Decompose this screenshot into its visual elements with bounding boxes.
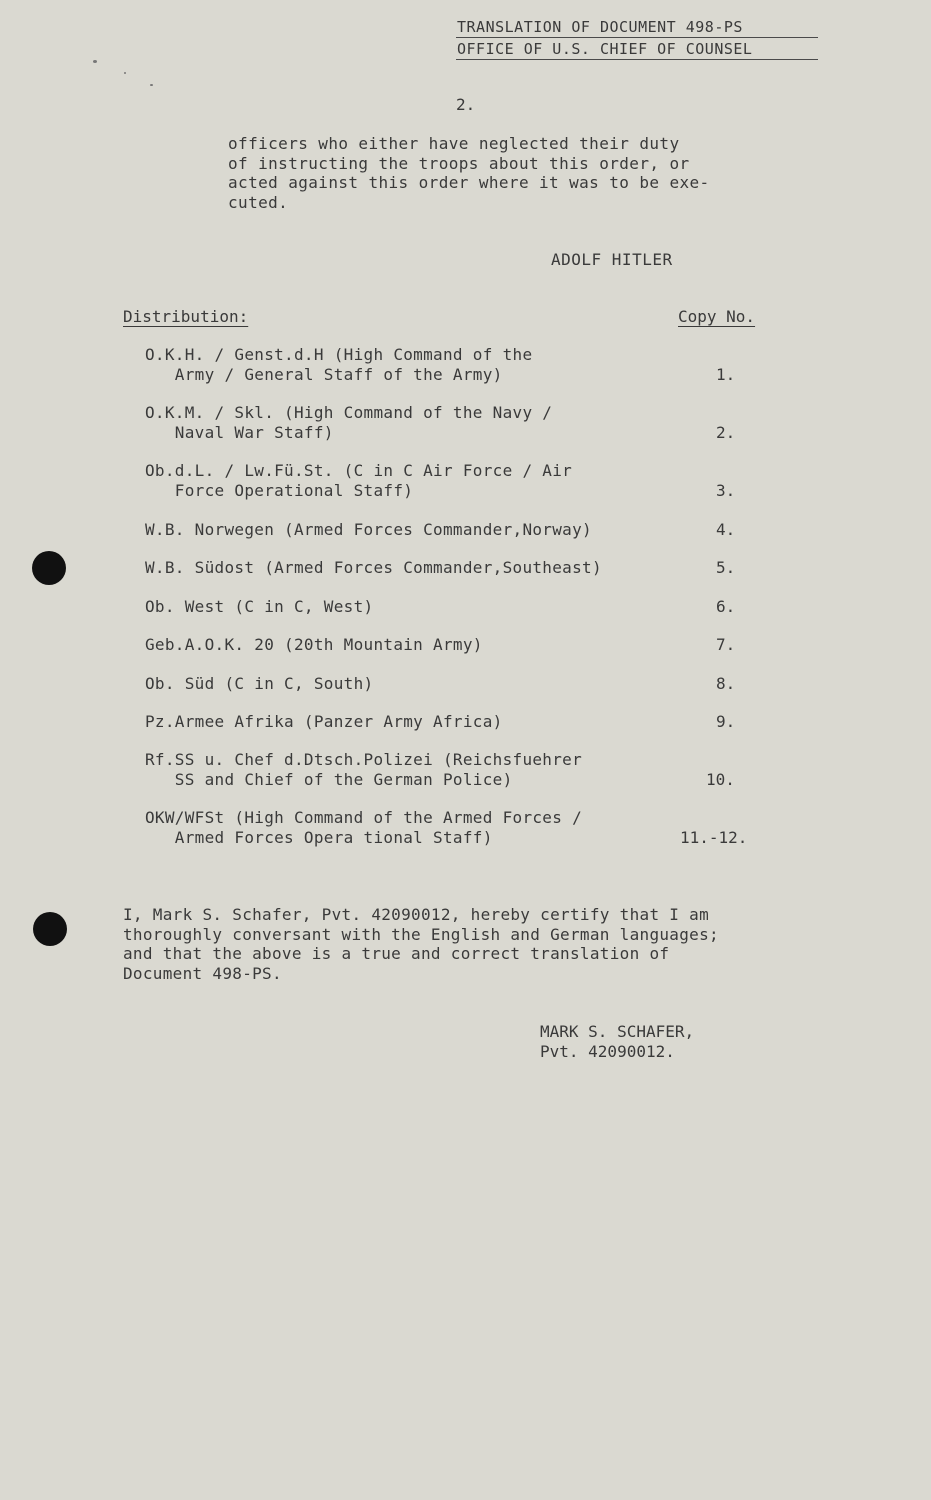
copy-number-2: 2. bbox=[716, 423, 736, 442]
certification-line-2: thoroughly conversant with the English and German languages; bbox=[123, 924, 719, 944]
distribution-entry-5: W.B. Südost (Armed Forces Commander,Southeast) bbox=[145, 558, 602, 577]
page-number: 2. bbox=[456, 95, 476, 114]
distribution-entry-6: Ob. West (C in C, West) bbox=[145, 597, 374, 616]
paragraph-line-4: cuted. bbox=[228, 192, 289, 212]
copy-number-10: 10. bbox=[706, 770, 735, 789]
signature-name: ADOLF HITLER bbox=[551, 250, 673, 269]
distribution-entry-10-line-2: SS and Chief of the German Police) bbox=[145, 770, 513, 789]
copy-number-4: 4. bbox=[716, 520, 736, 539]
distribution-entry-9: Pz.Armee Afrika (Panzer Army Africa) bbox=[145, 712, 503, 731]
copy-number-3: 3. bbox=[716, 481, 736, 500]
distribution-entry-11-line-1: OKW/WFSt (High Command of the Armed Forces / bbox=[145, 808, 583, 827]
punch-hole-bottom bbox=[33, 912, 67, 946]
copy-number-heading: Copy No. bbox=[678, 307, 756, 326]
certification-line-3: and that the above is a true and correct translation of bbox=[123, 944, 670, 963]
paper-speck bbox=[124, 72, 126, 74]
copy-number-11-12: 11.-12. bbox=[680, 828, 748, 847]
header-line-2: OFFICE OF U.S. CHIEF OF COUNSEL bbox=[457, 40, 753, 58]
distribution-entry-2-line-1: O.K.M. / Skl. (High Command of the Navy / bbox=[145, 403, 553, 422]
header-rule-1 bbox=[456, 37, 818, 38]
copy-number-9: 9. bbox=[716, 712, 736, 731]
distribution-entry-3-line-2: Force Operational Staff) bbox=[145, 481, 414, 500]
certification-line-4: Document 498-PS. bbox=[123, 963, 282, 983]
paragraph-line-2: of instructing the troops about this order, or bbox=[228, 153, 690, 173]
header-line-1: TRANSLATION OF DOCUMENT 498-PS bbox=[457, 18, 743, 36]
certification-line-1: I, Mark S. Schafer, Pvt. 42090012, hereby certify that I am bbox=[123, 905, 710, 924]
paragraph-line-1: officers who either have neglected their duty bbox=[228, 134, 680, 153]
copy-number-1: 1. bbox=[716, 365, 736, 384]
translator-rank: Pvt. 42090012. bbox=[540, 1042, 675, 1061]
copy-number-6: 6. bbox=[716, 597, 736, 616]
distribution-entry-4: W.B. Norwegen (Armed Forces Commander,Norway) bbox=[145, 520, 592, 539]
copy-number-5: 5. bbox=[716, 558, 736, 577]
distribution-entry-11-line-2: Armed Forces Opera tional Staff) bbox=[145, 828, 493, 847]
copy-number-7: 7. bbox=[716, 635, 736, 654]
distribution-entry-1-line-2: Army / General Staff of the Army) bbox=[145, 365, 503, 384]
distribution-entry-8: Ob. Süd (C in C, South) bbox=[145, 674, 374, 693]
translator-name: MARK S. SCHAFER, bbox=[540, 1022, 695, 1041]
paragraph-line-3: acted against this order where it was to be exe- bbox=[228, 173, 710, 192]
copy-number-8: 8. bbox=[716, 674, 736, 693]
paper-speck bbox=[93, 60, 97, 63]
header-rule-2 bbox=[456, 59, 818, 60]
distribution-entry-2-line-2: Naval War Staff) bbox=[145, 423, 334, 442]
distribution-entry-10-line-1: Rf.SS u. Chef d.Dtsch.Polizei (Reichsfuehrer bbox=[145, 750, 583, 769]
punch-hole-top bbox=[32, 551, 66, 585]
distribution-entry-1-line-1: O.K.H. / Genst.d.H (High Command of the bbox=[145, 345, 533, 364]
distribution-entry-7: Geb.A.O.K. 20 (20th Mountain Army) bbox=[145, 635, 483, 654]
paper-speck bbox=[150, 84, 153, 86]
distribution-heading: Distribution: bbox=[123, 307, 249, 326]
distribution-entry-3-line-1: Ob.d.L. / Lw.Fü.St. (C in C Air Force / Air bbox=[145, 461, 573, 480]
